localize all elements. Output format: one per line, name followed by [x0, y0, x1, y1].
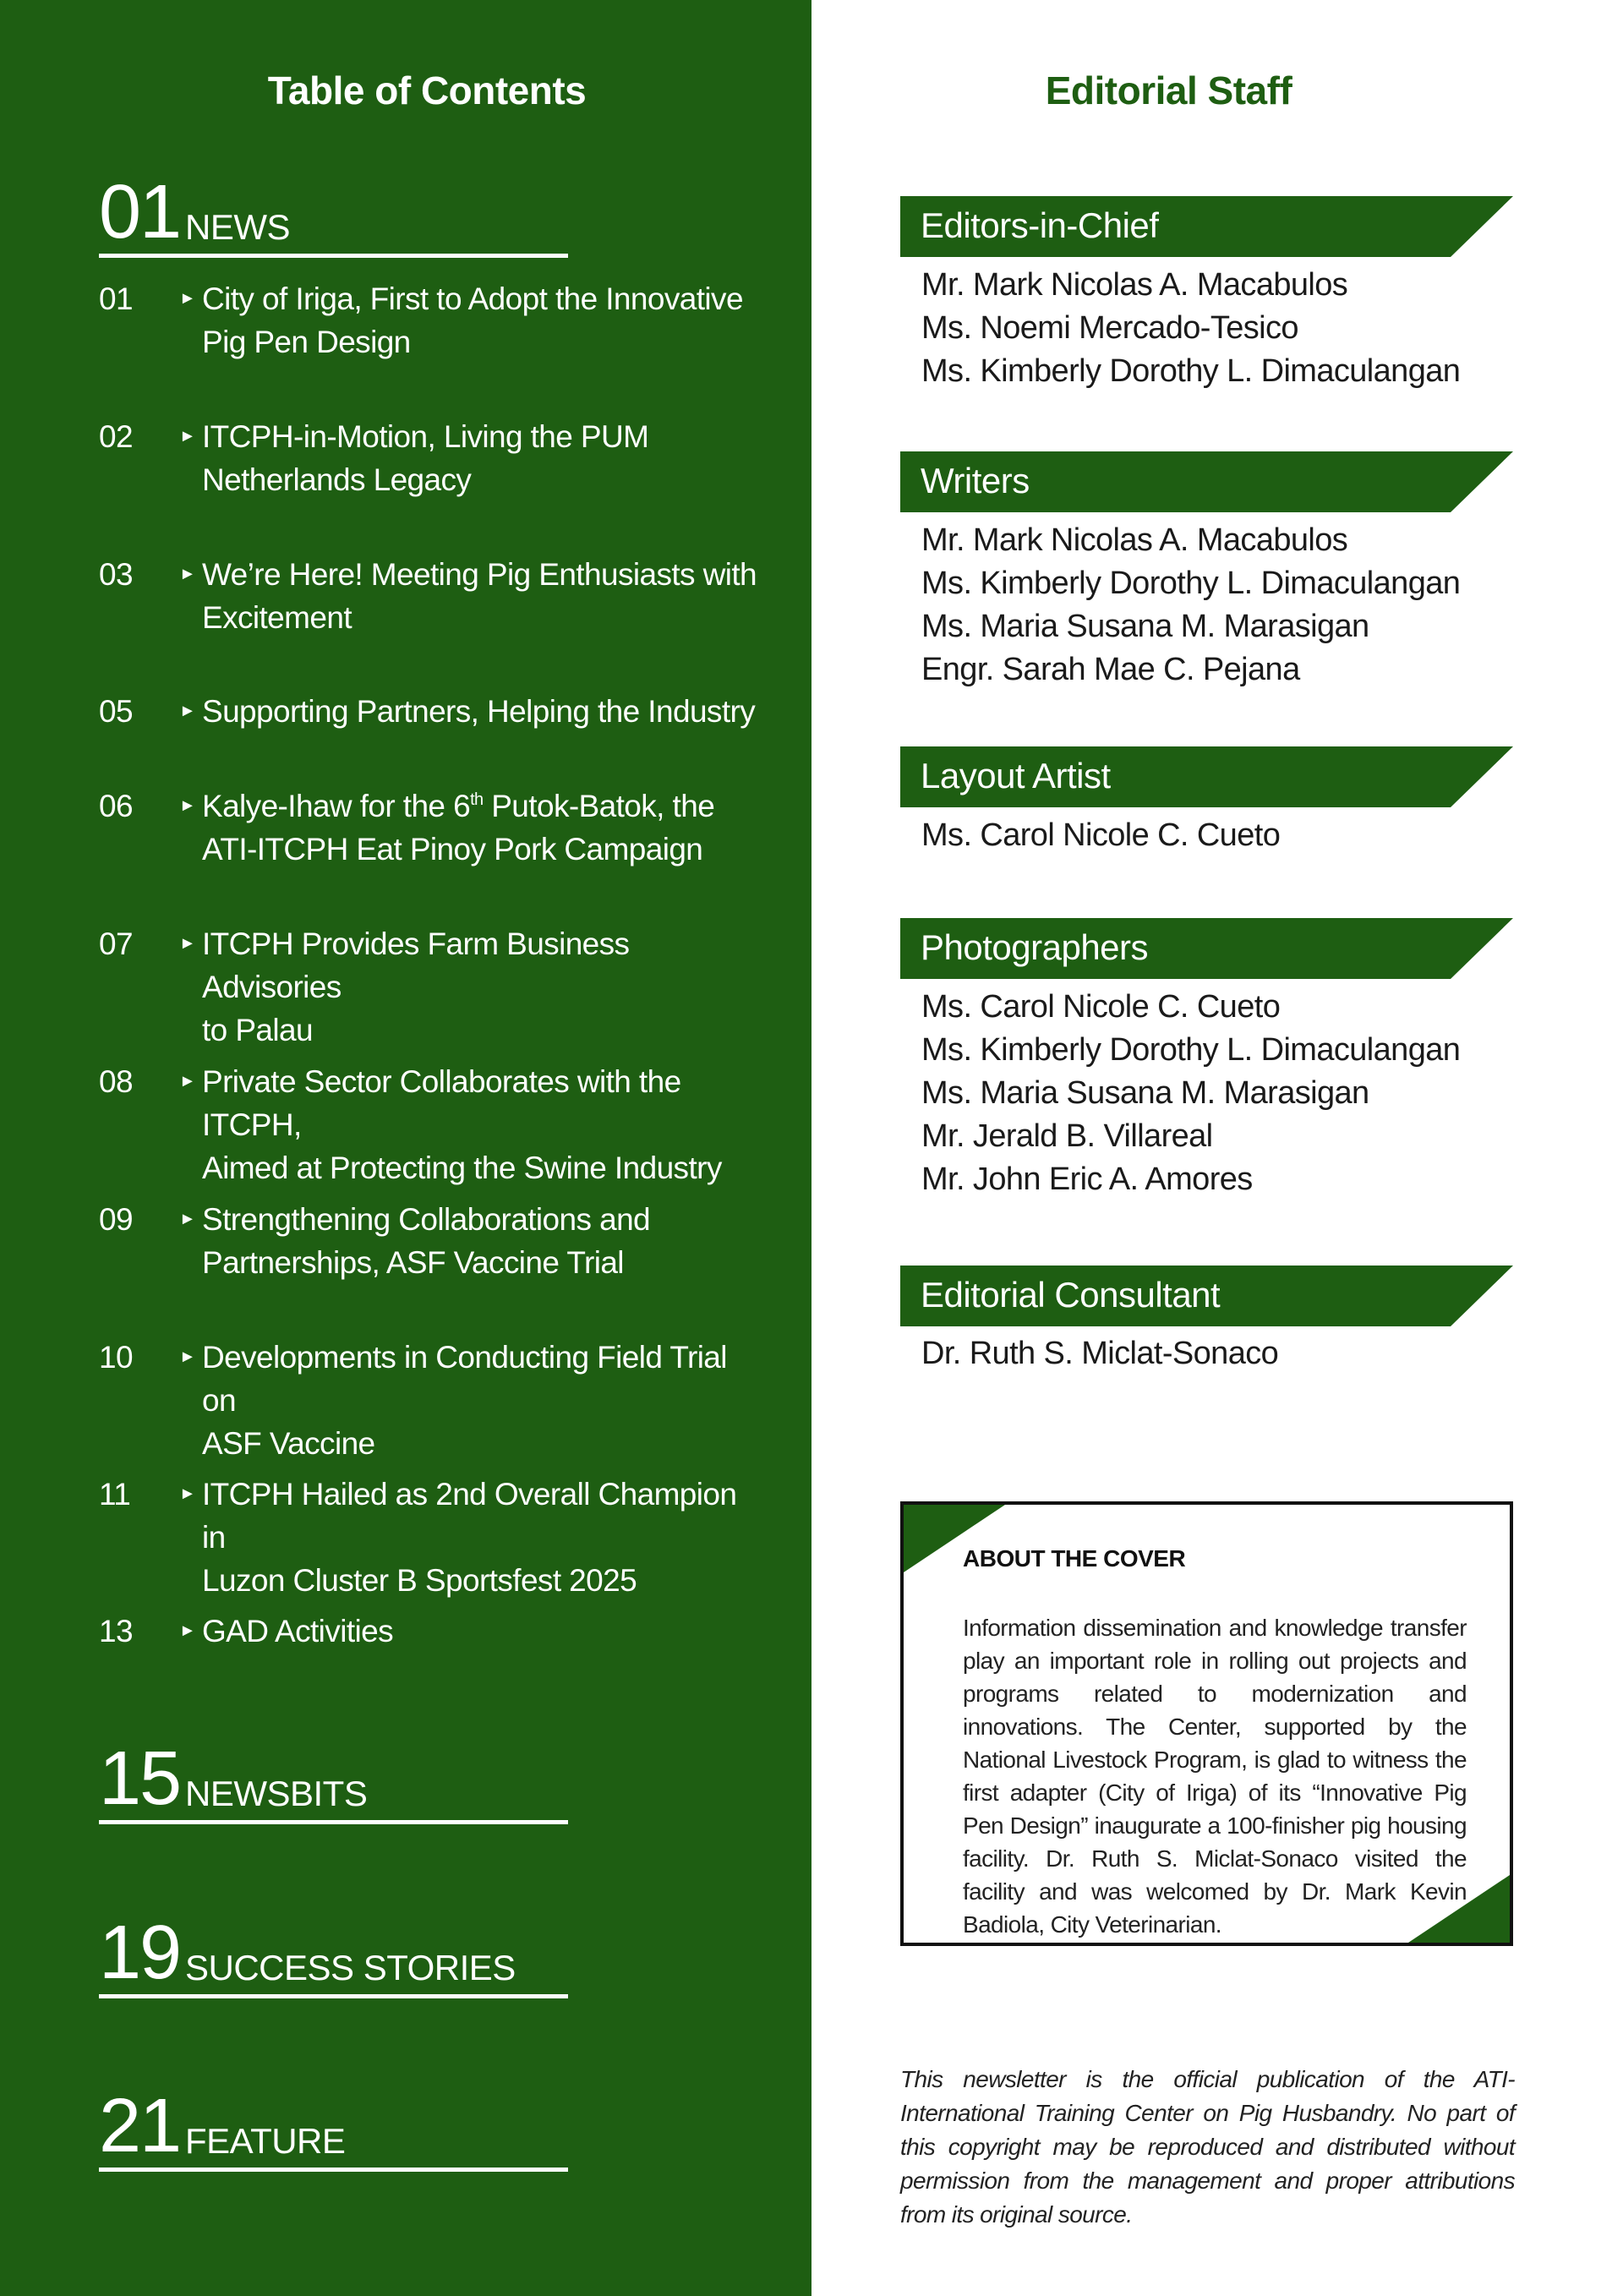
group-label: Editorial Consultant	[921, 1275, 1221, 1315]
staff-name: Mr. Jerald B. Villareal	[921, 1118, 1213, 1154]
editorial-staff-title: Editorial Staff	[1045, 68, 1292, 112]
section-label: SUCCESS STORIES	[185, 1948, 516, 1987]
section-number: 21	[99, 2084, 181, 2168]
toc-item-title: Private Sector Collaborates with the ITCPH, Aimed at Protecting the Swine Industry	[202, 1064, 722, 1185]
group-label: Editors-in-Chief	[921, 205, 1159, 245]
group-label: Layout Artist	[921, 756, 1111, 795]
about-cover-body: Information dissemination and knowledge transfer play an important role in rolling out projects and programs related to modernization and innovations. The Center, supported by the National Livestock Program, is glad to witness the first adapter (City of Iriga) of its “Innovative Pig Pen Design” inaugurate a 100-finisher pig housing facility. Dr. Ruth S. Miclat-Sonaco visited the facility and was welcomed by Dr. Mark Kevin Badiola, City Veterinarian.	[963, 1615, 1467, 1938]
toc-item-title: Strengthening Collaborations and Partnerships, ASF Vaccine Trial	[202, 1202, 651, 1280]
bullet-arrow-icon: ►	[179, 289, 196, 308]
bullet-arrow-icon: ►	[179, 1210, 196, 1228]
toc-item-page: 03	[99, 557, 133, 592]
group-names-editorial-consultant	[921, 1332, 1513, 1375]
group-band-writers	[900, 451, 1513, 512]
group-band-editorial-consultant	[900, 1266, 1513, 1326]
section-label: NEWS	[185, 207, 290, 247]
toc-item-page: 10	[99, 1340, 133, 1375]
bullet-arrow-icon: ►	[179, 427, 196, 446]
toc-section-success-stories[interactable]	[99, 1911, 568, 1998]
staff-name: Ms. Kimberly Dorothy L. Dimaculangan	[921, 353, 1461, 389]
toc-item-page: 07	[99, 927, 133, 961]
toc-item-title: We’re Here! Meeting Pig Enthusiasts with Excitement	[202, 557, 757, 635]
toc-item-page: 01	[99, 282, 133, 316]
toc-item-title: ITCPH Hailed as 2nd Overall Champion in Luzon Cluster B Sportsfest 2025	[202, 1477, 737, 1598]
staff-name: Ms. Kimberly Dorothy L. Dimaculangan	[921, 566, 1461, 601]
group-names-photographers	[921, 986, 1513, 1201]
staff-name: Mr. John Eric A. Amores	[921, 1162, 1253, 1197]
staff-name: Engr. Sarah Mae C. Pejana	[921, 652, 1300, 687]
toc-item-title: GAD Activities	[202, 1614, 393, 1648]
group-band-photographers	[900, 918, 1513, 979]
group-label: Writers	[921, 461, 1030, 500]
bullet-arrow-icon: ►	[179, 565, 196, 583]
section-label: FEATURE	[185, 2121, 346, 2161]
toc-section-feature[interactable]	[99, 2084, 568, 2172]
section-number: 19	[99, 1911, 181, 1995]
bullet-arrow-icon: ►	[179, 1348, 196, 1366]
about-the-cover-box	[900, 1501, 1513, 1946]
bullet-arrow-icon: ►	[179, 934, 196, 953]
toc-item-page: 06	[99, 789, 133, 823]
group-names-writers	[921, 519, 1513, 692]
group-names-layout-artist	[921, 814, 1513, 857]
group-band-editors-in-chief	[900, 196, 1513, 257]
section-number: 15	[99, 1736, 181, 1821]
staff-name: Ms. Carol Nicole C. Cueto	[921, 989, 1281, 1025]
staff-name: Mr. Mark Nicolas A. Macabulos	[921, 267, 1348, 303]
copyright-note: This newsletter is the official publication of the ATI-International Training Center on Pig Husbandry. No part of this copyright may be reproduced and distributed without permission from the management and proper attributions from its original source.	[900, 2066, 1515, 2228]
bullet-arrow-icon: ►	[179, 796, 196, 815]
section-label: NEWSBITS	[185, 1774, 368, 1813]
staff-name: Dr. Ruth S. Miclat-Sonaco	[921, 1336, 1279, 1371]
staff-name: Ms. Kimberly Dorothy L. Dimaculangan	[921, 1032, 1461, 1068]
toc-item-page: 13	[99, 1614, 133, 1648]
bullet-arrow-icon: ►	[179, 1072, 196, 1091]
toc-item-page: 05	[99, 694, 133, 729]
toc-item-title: Developments in Conducting Field Trial on ASF Vaccine	[202, 1340, 727, 1461]
toc-section-news[interactable]	[99, 170, 568, 258]
toc-title: Table of Contents	[267, 68, 587, 112]
bullet-arrow-icon: ►	[179, 1621, 196, 1640]
toc-item-page: 09	[99, 1202, 133, 1237]
toc-item-title: ITCPH Provides Farm Business Advisories to Palau	[202, 927, 630, 1047]
toc-section-newsbits[interactable]	[99, 1736, 568, 1824]
group-label: Photographers	[921, 927, 1149, 967]
section-number: 01	[99, 170, 181, 254]
toc-item-title: City of Iriga, First to Adopt the Innovative Pig Pen Design	[202, 282, 743, 359]
toc-item-page: 11	[99, 1477, 131, 1512]
toc-item-title: ITCPH-in-Motion, Living the PUM Netherlands Legacy	[202, 419, 649, 497]
toc-item-page: 02	[99, 419, 133, 454]
toc-item-title: Kalye-Ihaw for the 6th Putok-Batok, the ATI-ITCPH Eat Pinoy Pork Campaign	[202, 789, 715, 866]
toc-item-page: 08	[99, 1064, 133, 1099]
toc-item-title: Supporting Partners, Helping the Industry	[202, 694, 756, 729]
staff-name: Mr. Mark Nicolas A. Macabulos	[921, 522, 1348, 558]
staff-name: Ms. Maria Susana M. Marasigan	[921, 1075, 1369, 1111]
bullet-arrow-icon: ►	[179, 702, 196, 720]
about-cover-title: ABOUT THE COVER	[963, 1545, 1186, 1572]
group-names-editors-in-chief	[921, 264, 1513, 393]
staff-name: Ms. Carol Nicole C. Cueto	[921, 817, 1281, 853]
bullet-arrow-icon: ►	[179, 1484, 196, 1503]
group-band-layout-artist	[900, 746, 1513, 807]
staff-name: Ms. Maria Susana M. Marasigan	[921, 609, 1369, 644]
staff-name: Ms. Noemi Mercado-Tesico	[921, 310, 1298, 346]
